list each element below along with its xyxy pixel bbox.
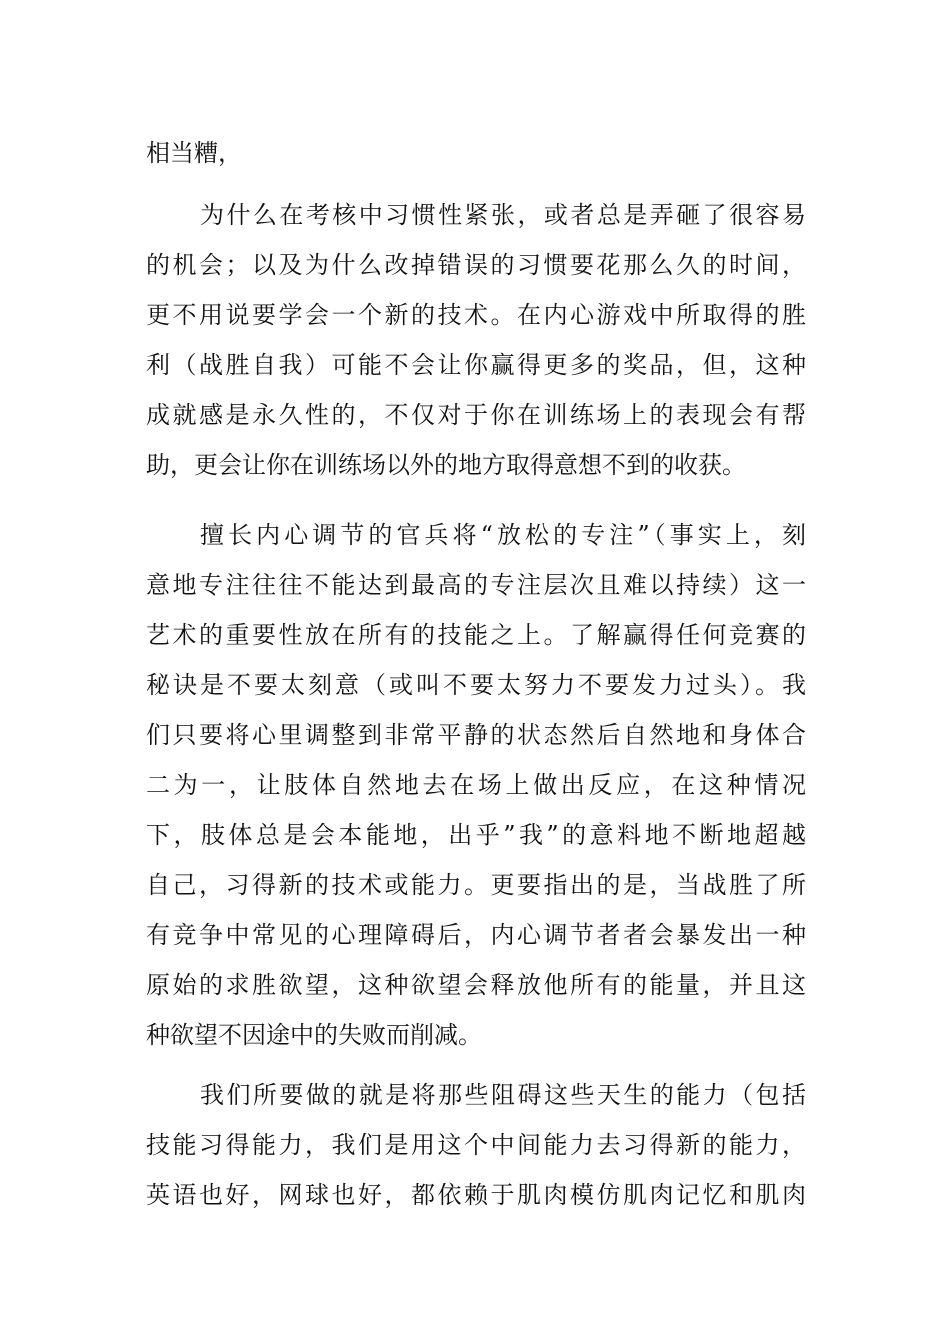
- text-line: 意地专注往往不能达到最高的专注层次且难以持续）这一: [146, 571, 806, 599]
- text-line: 擅长内心调节的官兵将“放松的专注”（事实上，刻: [200, 521, 806, 549]
- text-line: 们只要将心里调整到非常平静的状态然后自然地和身体合: [146, 721, 806, 749]
- text-line: 相当糟，: [146, 139, 242, 167]
- text-line: 为什么在考核中习惯性紧张，或者总是弄砸了很容易: [200, 201, 806, 229]
- paragraph: [146, 1070, 806, 1220]
- paragraph: [146, 190, 806, 490]
- text-line: 种欲望不因途中的失败而削减。: [146, 1021, 482, 1049]
- text-line: 有竞争中常见的心理障碍后，内心调节者者会暴发出一种: [146, 921, 806, 949]
- paragraph: [146, 510, 806, 1060]
- text-line: 成就感是永久性的，不仅对于你在训练场上的表现会有帮: [146, 401, 806, 429]
- text-line: 二为一，让肢体自然地去在场上做出反应，在这种情况: [146, 771, 806, 799]
- text-line: 自己，习得新的技术或能力。更要指出的是，当战胜了所: [146, 871, 806, 899]
- text-line: 英语也好，网球也好，都依赖于肌肉模仿肌肉记忆和肌肉: [146, 1181, 806, 1209]
- text-line: 艺术的重要性放在所有的技能之上。了解赢得任何竞赛的: [146, 621, 806, 649]
- paragraph-fragment: [146, 128, 806, 178]
- text-line: 的机会；以及为什么改掉错误的习惯要花那么久的时间，: [146, 251, 806, 279]
- text-line: 原始的求胜欲望，这种欲望会释放他所有的能量，并且这: [146, 971, 806, 999]
- text-line: 技能习得能力，我们是用这个中间能力去习得新的能力，: [146, 1131, 806, 1159]
- text-line: 更不用说要学会一个新的技术。在内心游戏中所取得的胜: [146, 301, 806, 329]
- text-line: 秘诀是不要太刻意（或叫不要太努力不要发力过头）。我: [146, 671, 806, 699]
- text-line: 助，更会让你在训练场以外的地方取得意想不到的收获。: [146, 451, 746, 479]
- text-line: 我们所要做的就是将那些阻碍这些天生的能力（包括: [200, 1081, 806, 1109]
- text-line: 利（战胜自我）可能不会让你赢得更多的奖品，但，这种: [146, 351, 806, 379]
- text-line: 下，肢体总是会本能地，出乎”我”的意料地不断地超越: [146, 821, 806, 849]
